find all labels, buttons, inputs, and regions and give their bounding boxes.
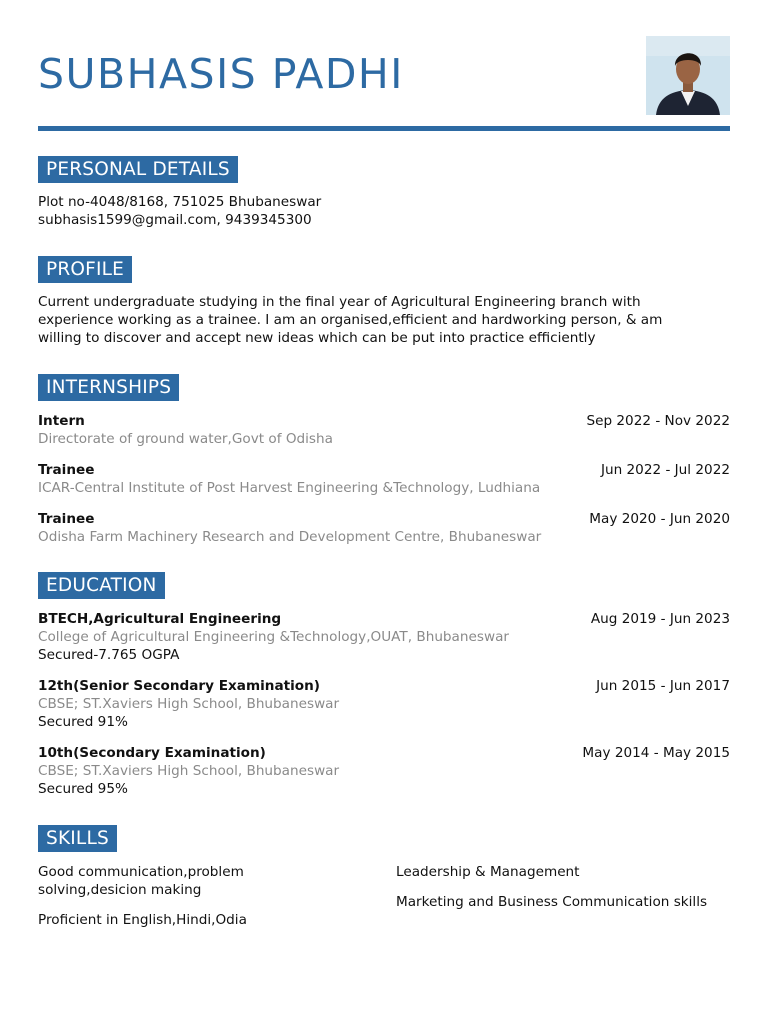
profile-photo <box>646 36 730 115</box>
internship-entry <box>38 461 730 497</box>
entry-date: Aug 2019 - Jun 2023 <box>590 611 730 627</box>
internship-entry <box>38 412 730 448</box>
skills-column-right <box>396 863 730 911</box>
entry-date: Jun 2022 - Jul 2022 <box>600 462 730 478</box>
contact-line: subhasis1599@gmail.com, 9439345300 <box>38 212 312 228</box>
skill-item: Marketing and Business Communication skills <box>396 894 708 910</box>
entry-organization: Directorate of ground water,Govt of Odisha <box>38 431 333 447</box>
section-heading: EDUCATION <box>38 572 165 599</box>
entry-date: May 2014 - May 2015 <box>582 745 730 761</box>
entry-score: Secured 95% <box>38 781 128 797</box>
personal-details-section <box>38 156 730 229</box>
skill-item: Leadership & Management <box>396 864 580 880</box>
entry-title: Trainee <box>38 511 95 527</box>
internships-section <box>38 374 730 546</box>
entry-date: Jun 2015 - Jun 2017 <box>596 678 730 694</box>
skill-item: Proficient in English,Hindi,Odia <box>38 912 247 928</box>
education-entry <box>38 677 730 731</box>
section-heading: PROFILE <box>38 256 132 283</box>
entry-institution: CBSE; ST.Xaviers High School, Bhubaneswar <box>38 763 340 779</box>
profile-text: Current undergraduate studying in the final year of Agricultural Engineering branch with experience working as a trainee. I am an organised,efficient and hardworking person, & am willing to discover and accept new ideas which can be put into practice efficiently <box>38 294 663 346</box>
education-entry <box>38 744 730 798</box>
education-section <box>38 572 730 798</box>
entry-score: Secured-7.765 OGPA <box>38 647 180 663</box>
entry-title: 12th(Senior Secondary Examination) <box>38 678 321 694</box>
header-divider <box>38 126 730 131</box>
entry-date: Sep 2022 - Nov 2022 <box>586 413 730 429</box>
entry-institution: College of Agricultural Engineering &Technology,OUAT, Bhubaneswar <box>38 629 509 645</box>
entry-score: Secured 91% <box>38 714 128 730</box>
skill-item: Good communication,problem solving,desicion making <box>38 864 244 898</box>
section-heading: SKILLS <box>38 825 117 852</box>
entry-organization: Odisha Farm Machinery Research and Development Centre, Bhubaneswar <box>38 529 542 545</box>
entry-title: Trainee <box>38 462 95 478</box>
education-entry <box>38 610 730 664</box>
profile-section <box>38 256 730 347</box>
skills-column-left <box>38 863 288 929</box>
section-heading: INTERNSHIPS <box>38 374 179 401</box>
entry-title: Intern <box>38 413 85 429</box>
entry-title: 10th(Secondary Examination) <box>38 745 266 761</box>
entry-title: BTECH,Agricultural Engineering <box>38 611 282 627</box>
candidate-name: SUBHASIS PADHI <box>38 50 404 98</box>
entry-institution: CBSE; ST.Xaviers High School, Bhubaneswar <box>38 696 340 712</box>
skills-section <box>38 825 730 933</box>
internship-entry <box>38 510 730 546</box>
entry-date: May 2020 - Jun 2020 <box>589 511 730 527</box>
section-heading: PERSONAL DETAILS <box>38 156 238 183</box>
entry-organization: ICAR-Central Institute of Post Harvest Engineering &Technology, Ludhiana <box>38 480 541 496</box>
address-line: Plot no-4048/8168, 751025 Bhubaneswar <box>38 194 322 210</box>
